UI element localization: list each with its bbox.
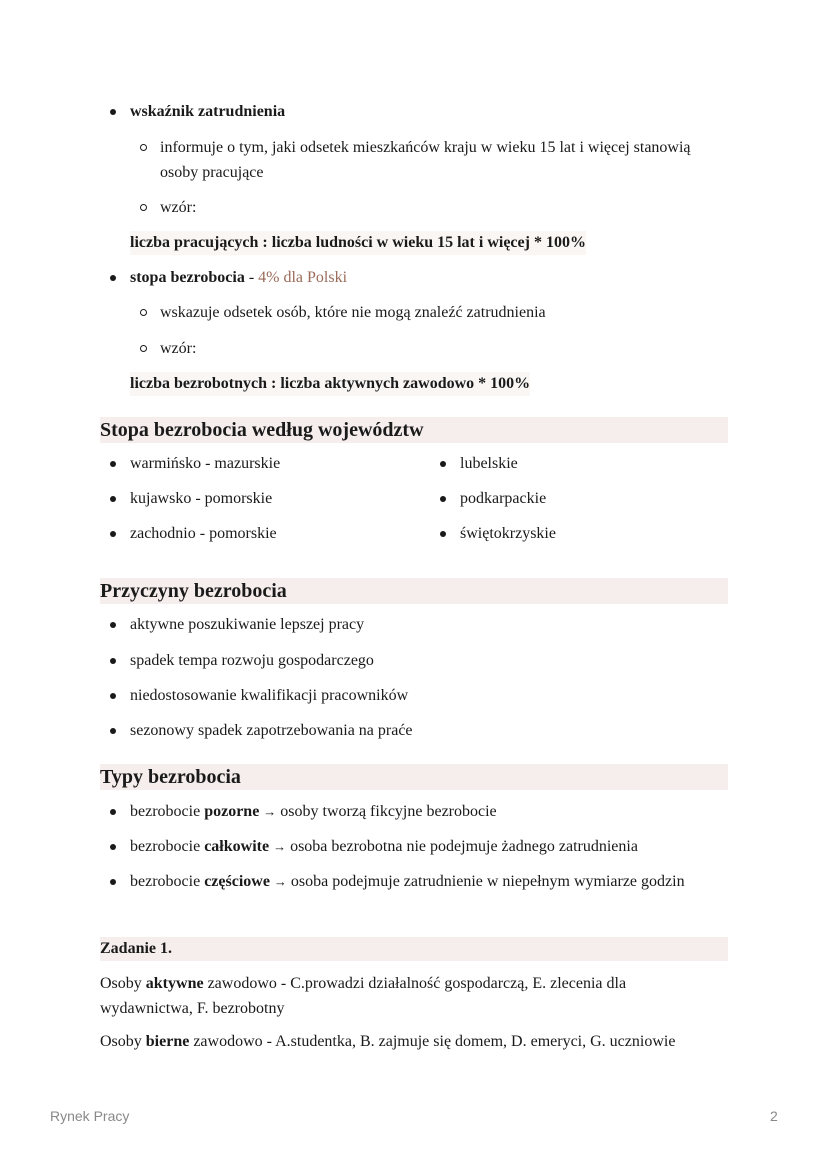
list-item: lubelskie: [460, 452, 518, 476]
sub-list-item: wskazuje odsetek osób, które nie mogą znaleźć zatrudnienia: [160, 301, 546, 325]
task-paragraph-inactive: Osoby bierne zawodowo - A.studentka, B. zajmuje się domem, D. emeryci, G. uczniowie: [100, 1033, 676, 1050]
list-item: bezrobocie częściowe → osoba podejmuje zatrudnienie w niepełnym wymiarze godzin: [130, 870, 685, 894]
section-heading: Przyczyny bezrobocia: [100, 578, 728, 604]
page-number: 2: [770, 1108, 778, 1124]
formula: liczba pracujących : liczba ludności w wieku 15 lat i więcej * 100%: [130, 231, 586, 255]
sub-list-item: wzór:: [160, 337, 196, 361]
footer-title: Rynek Pracy: [50, 1108, 130, 1124]
list-item: spadek tempa rozwoju gospodarczego: [130, 649, 374, 673]
list-item: bezrobocie pozorne → osoby tworzą fikcyjne bezrobocie: [130, 800, 497, 824]
task-paragraph-active: Osoby aktywne zawodowo - C.prowadzi działalność gospodarczą, E. zlecenia dla wydawnictwa, F. bezrobotny: [100, 975, 627, 1017]
list-item: aktywne poszukiwanie lepszej pracy: [130, 613, 364, 637]
list-item: bezrobocie całkowite → osoba bezrobotna nie podejmuje żadnego zatrudnienia: [130, 835, 638, 859]
formula: liczba bezrobotnych : liczba aktywnych zawodowo * 100%: [130, 372, 530, 396]
arrow-icon: →: [273, 874, 287, 889]
note: 4% dla Polski: [258, 269, 348, 286]
sub-list-item: wzór:: [160, 196, 196, 220]
list-item: kujawsko - pomorskie: [130, 487, 272, 511]
list-item-unemployment-rate: stopa bezrobocia - 4% dla Polski: [130, 266, 347, 290]
list-item-employment-rate: [130, 100, 285, 124]
list-item: podkarpackie: [460, 487, 546, 511]
term: wskaźnik zatrudnienia: [130, 103, 286, 120]
sub-list-item: informuje o tym, jaki odsetek mieszkańców kraju w wieku 15 lat i więcej stanowią: [160, 136, 691, 160]
section-heading: Typy bezrobocia: [100, 764, 728, 790]
section-heading: Stopa bezrobocia według województw: [100, 417, 728, 443]
list-item: zachodnio - pomorskie: [130, 522, 277, 546]
term: stopa bezrobocia: [130, 269, 245, 286]
task-heading: Zadanie 1.: [100, 937, 728, 961]
arrow-icon: →: [273, 839, 287, 854]
arrow-icon: →: [263, 804, 277, 819]
sub-list-item-continuation: osoby pracujące: [160, 164, 264, 181]
list-item: niedostosowanie kwalifikacji pracowników: [130, 684, 408, 708]
list-item: sezonowy spadek zapotrzebowania na praće: [130, 719, 413, 743]
list-item: warmińsko - mazurskie: [130, 452, 280, 476]
list-item: świętokrzyskie: [460, 522, 556, 546]
